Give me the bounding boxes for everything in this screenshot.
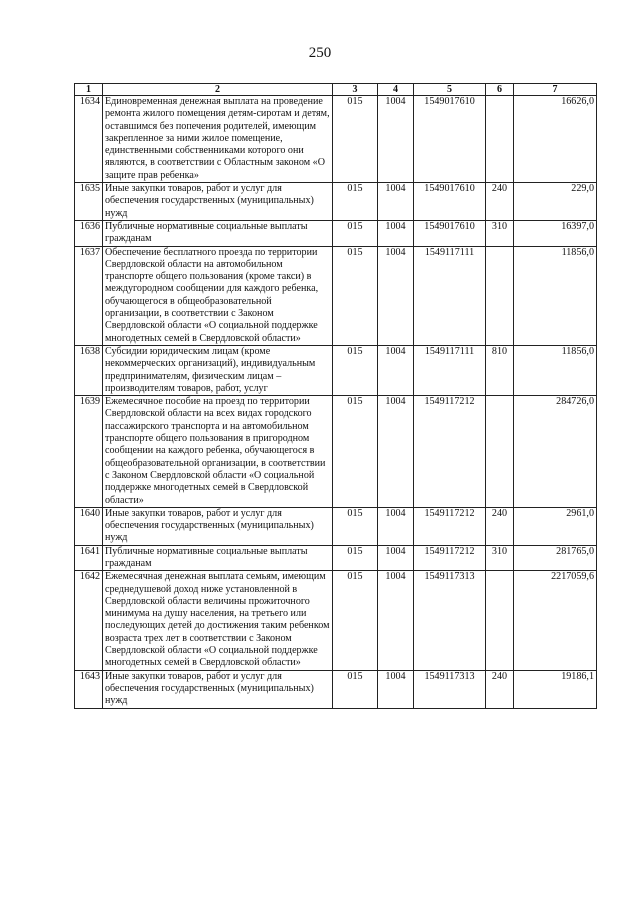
column-header: 2 xyxy=(103,84,333,96)
section-code: 1004 xyxy=(378,183,414,221)
expense-type-code: 310 xyxy=(486,220,514,246)
row-description: Субсидии юридическим лицам (кроме некоммерческих организаций), индивидуальным предпринимателям, физическим лицам – производителям товаров, работ, услуг xyxy=(103,345,333,395)
row-number: 1637 xyxy=(75,246,103,345)
column-header: 4 xyxy=(378,84,414,96)
page-number: 250 xyxy=(308,45,332,61)
amount: 284726,0 xyxy=(514,396,597,508)
ministry-code: 015 xyxy=(333,507,378,545)
column-header: 1 xyxy=(75,84,103,96)
row-number: 1643 xyxy=(75,670,103,708)
target-article-code: 1549017610 xyxy=(414,220,486,246)
expense-type-code: 810 xyxy=(486,345,514,395)
expense-type-code xyxy=(486,396,514,508)
row-number: 1639 xyxy=(75,396,103,508)
section-code: 1004 xyxy=(378,396,414,508)
table-row xyxy=(75,220,597,246)
row-number: 1642 xyxy=(75,571,103,670)
table-row xyxy=(75,507,597,545)
ministry-code: 015 xyxy=(333,670,378,708)
expense-type-code: 240 xyxy=(486,183,514,221)
expense-type-code: 240 xyxy=(486,507,514,545)
amount: 2217059,6 xyxy=(514,571,597,670)
expense-type-code xyxy=(486,246,514,345)
expense-type-code: 240 xyxy=(486,670,514,708)
column-header: 5 xyxy=(414,84,486,96)
target-article-code: 1549117111 xyxy=(414,345,486,395)
target-article-code: 1549017610 xyxy=(414,96,486,183)
column-header: 7 xyxy=(514,84,597,96)
row-number: 1634 xyxy=(75,96,103,183)
table-row xyxy=(75,345,597,395)
ministry-code: 015 xyxy=(333,183,378,221)
target-article-code: 1549117313 xyxy=(414,670,486,708)
amount: 11856,0 xyxy=(514,345,597,395)
section-code: 1004 xyxy=(378,571,414,670)
amount: 19186,1 xyxy=(514,670,597,708)
row-number: 1636 xyxy=(75,220,103,246)
ministry-code: 015 xyxy=(333,545,378,571)
row-description: Публичные нормативные социальные выплаты гражданам xyxy=(103,545,333,571)
table-row xyxy=(75,670,597,708)
budget-table xyxy=(74,83,597,709)
row-description: Иные закупки товаров, работ и услуг для обеспечения государственных (муниципальных) нужд xyxy=(103,670,333,708)
table-row xyxy=(75,183,597,221)
row-number: 1638 xyxy=(75,345,103,395)
ministry-code: 015 xyxy=(333,345,378,395)
row-description: Обеспечение бесплатного проезда по территории Свердловской области на автомобильном транспорте общего пользования (кроме такси) в междугородном сообщении для каждого ребенка, обучающегося в общеобразовательной организации, в соответствии с Законом Свердловской области «О социальной поддержке многодетных семей в Свердловской области» xyxy=(103,246,333,345)
section-code: 1004 xyxy=(378,220,414,246)
target-article-code: 1549117212 xyxy=(414,507,486,545)
target-article-code: 1549017610 xyxy=(414,183,486,221)
ministry-code: 015 xyxy=(333,571,378,670)
ministry-code: 015 xyxy=(333,220,378,246)
amount: 11856,0 xyxy=(514,246,597,345)
table-row xyxy=(75,96,597,183)
section-code: 1004 xyxy=(378,96,414,183)
row-description: Ежемесячная денежная выплата семьям, имеющим среднедушевой доход ниже установленной в Свердловской области величины прожиточного минимума на душу населения, на третьего или последующих детей до достижения таким ребенком возраста трех лет в соответствии с Законом Свердловской области «О социальной поддержке многодетных семей в Свердловской области» xyxy=(103,571,333,670)
amount: 16397,0 xyxy=(514,220,597,246)
row-description: Иные закупки товаров, работ и услуг для обеспечения государственных (муниципальных) нужд xyxy=(103,507,333,545)
target-article-code: 1549117313 xyxy=(414,571,486,670)
table-row xyxy=(75,571,597,670)
ministry-code: 015 xyxy=(333,396,378,508)
ministry-code: 015 xyxy=(333,96,378,183)
row-description: Иные закупки товаров, работ и услуг для обеспечения государственных (муниципальных) нужд xyxy=(103,183,333,221)
target-article-code: 1549117212 xyxy=(414,545,486,571)
table-row xyxy=(75,246,597,345)
table-header-row xyxy=(75,84,597,96)
row-description: Ежемесячное пособие на проезд по территории Свердловской области на всех видах городского пассажирского транспорта и на автомобильном транспорте общего пользования в пригородном сообщении на каждого ребенка, обучающегося в общеобразовательной организации, в соответствии с Законом Свердловской области «О социальной поддержке многодетных семей в Свердловской области» xyxy=(103,396,333,508)
amount: 16626,0 xyxy=(514,96,597,183)
row-number: 1635 xyxy=(75,183,103,221)
section-code: 1004 xyxy=(378,507,414,545)
row-description: Единовременная денежная выплата на проведение ремонта жилого помещения детям-сиротам и детям, оставшимся без попечения родителей, имеющим закрепленное за ними жилое помещение, единственными собственниками которого они являются, в соответствии с Областным законом «О защите прав ребенка» xyxy=(103,96,333,183)
target-article-code: 1549117111 xyxy=(414,246,486,345)
amount: 281765,0 xyxy=(514,545,597,571)
column-header: 6 xyxy=(486,84,514,96)
column-header: 3 xyxy=(333,84,378,96)
expense-type-code xyxy=(486,571,514,670)
table-row xyxy=(75,396,597,508)
row-description: Публичные нормативные социальные выплаты гражданам xyxy=(103,220,333,246)
section-code: 1004 xyxy=(378,345,414,395)
expense-type-code: 310 xyxy=(486,545,514,571)
amount: 229,0 xyxy=(514,183,597,221)
expense-type-code xyxy=(486,96,514,183)
section-code: 1004 xyxy=(378,670,414,708)
section-code: 1004 xyxy=(378,545,414,571)
row-number: 1641 xyxy=(75,545,103,571)
ministry-code: 015 xyxy=(333,246,378,345)
section-code: 1004 xyxy=(378,246,414,345)
amount: 2961,0 xyxy=(514,507,597,545)
target-article-code: 1549117212 xyxy=(414,396,486,508)
table-row xyxy=(75,545,597,571)
row-number: 1640 xyxy=(75,507,103,545)
